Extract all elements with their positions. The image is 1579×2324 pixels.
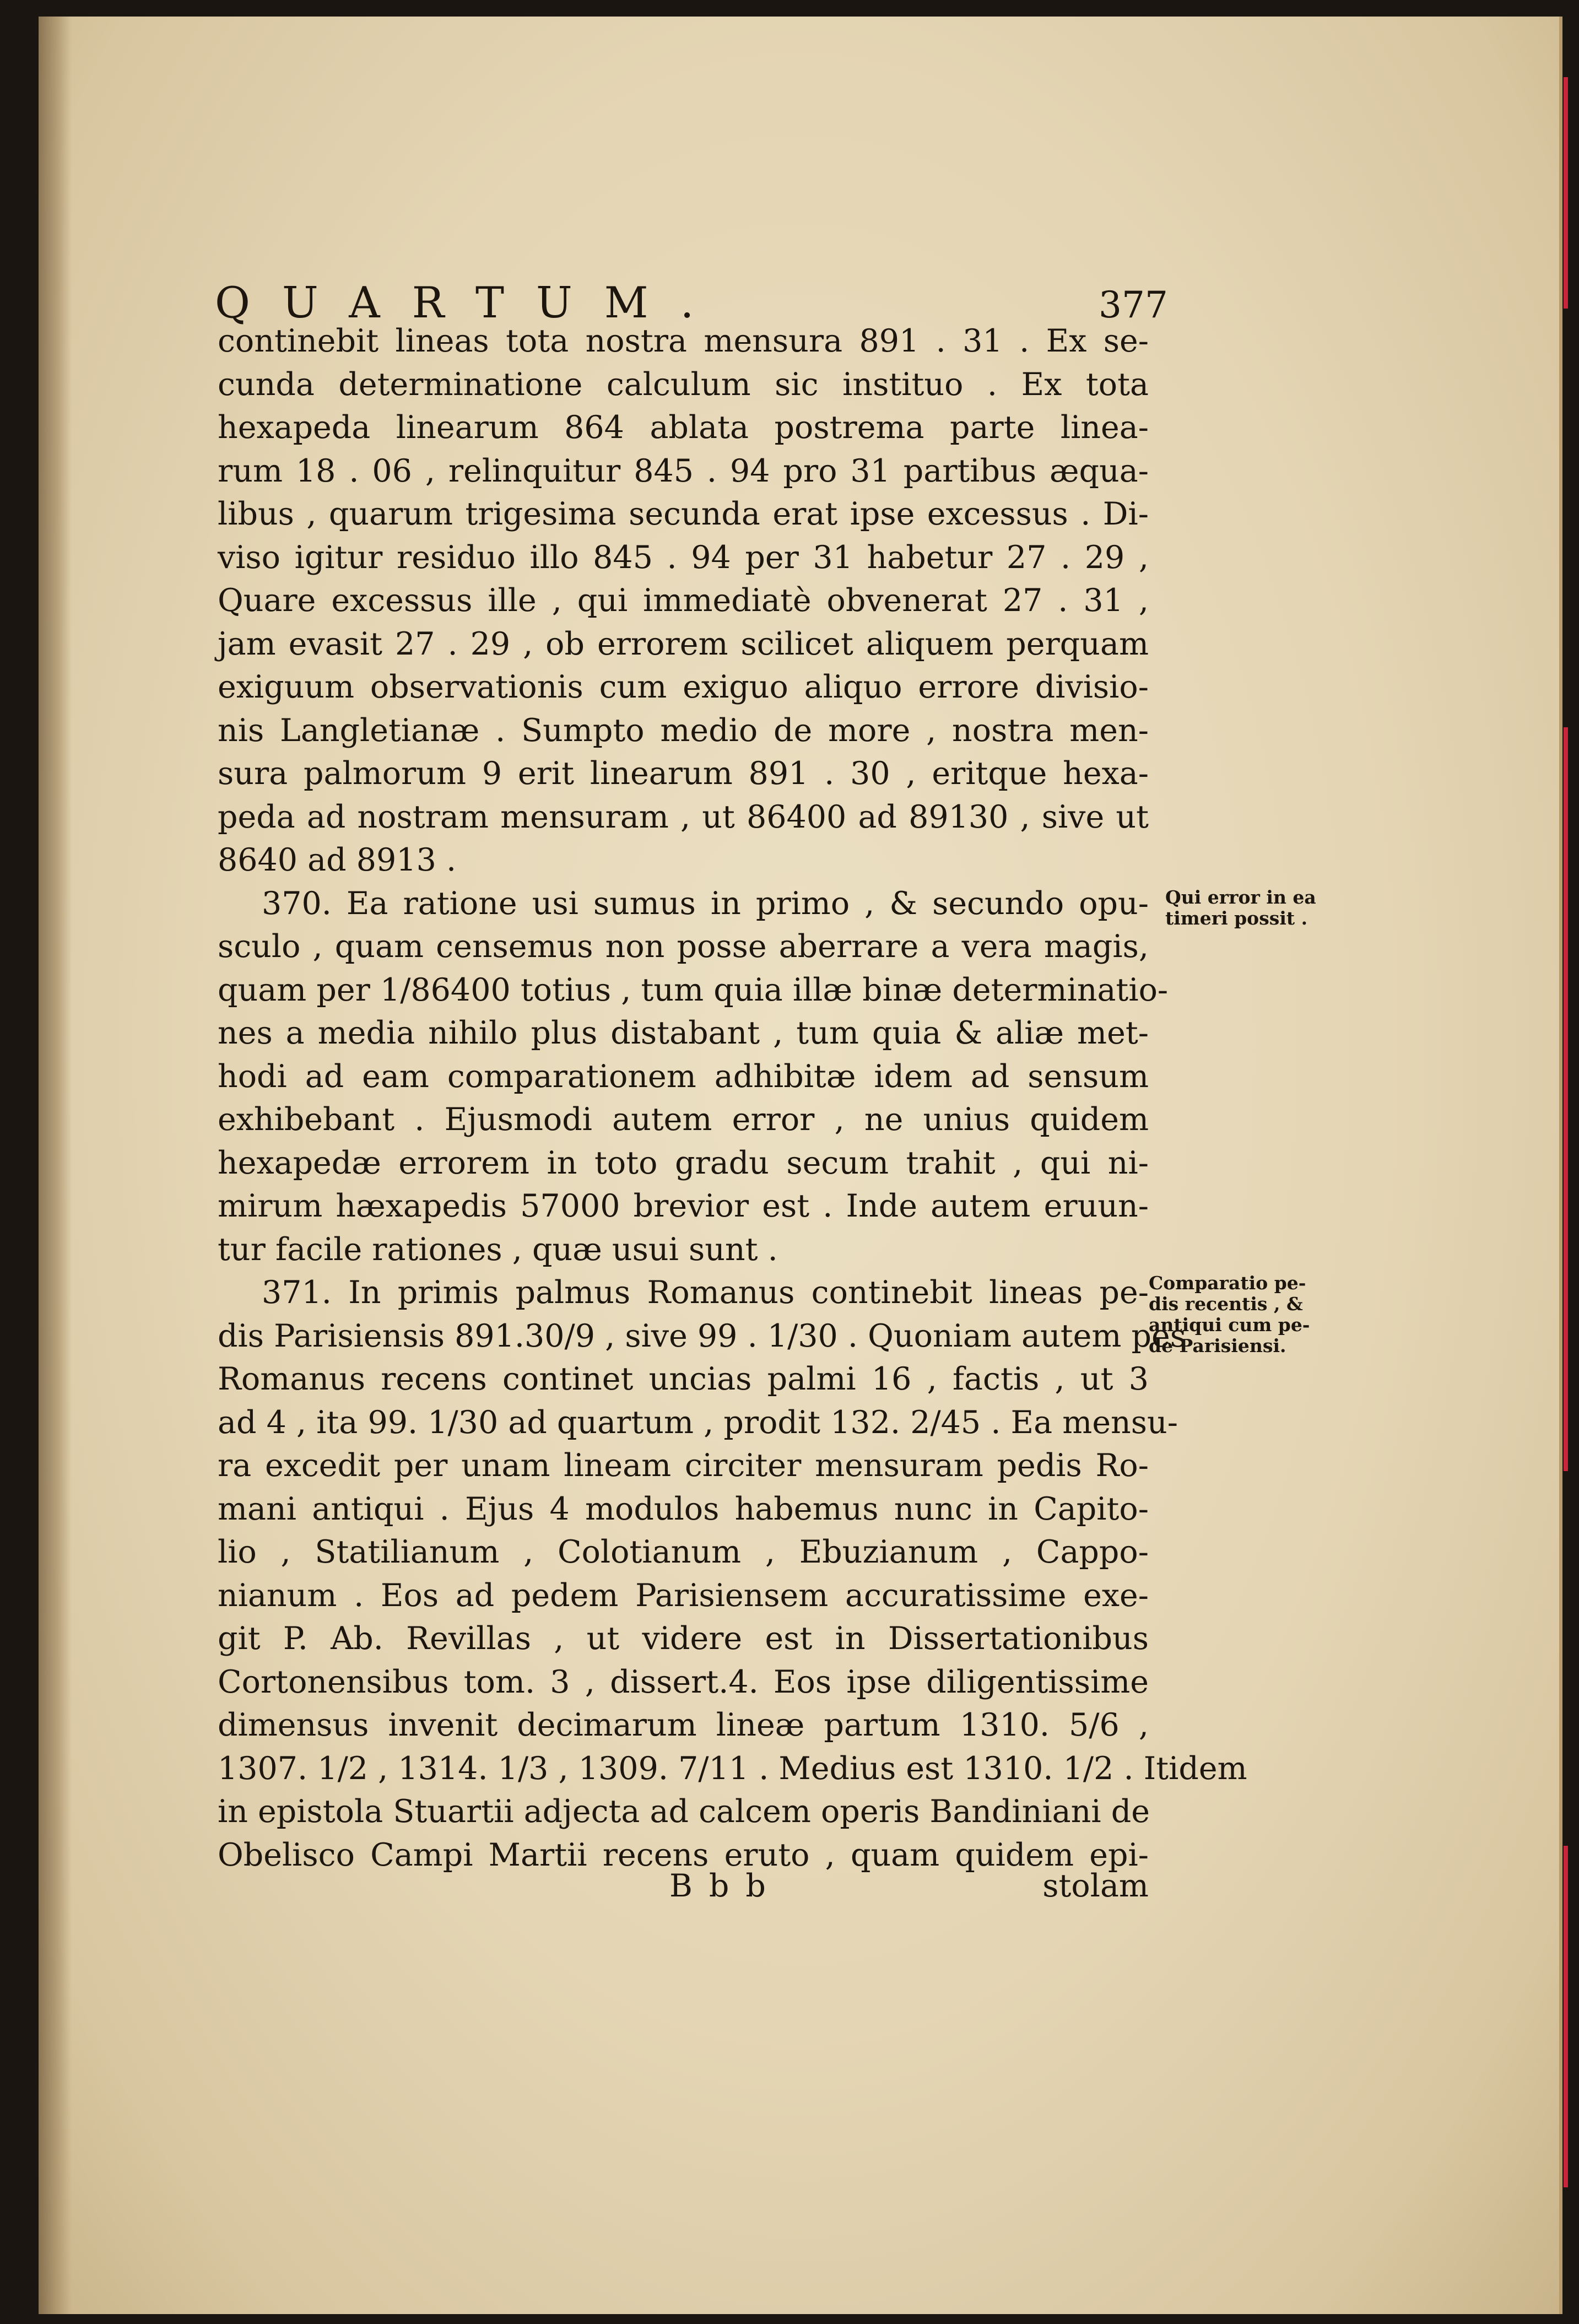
signature-mark: Bbb xyxy=(669,1868,782,1904)
text-line: dimensus invenit decimarum lineæ partum 1310. 5/6 , xyxy=(218,1707,1149,1743)
text-line: nis Langletianæ . Sumpto medio de more , nostra men- xyxy=(218,712,1149,749)
text-line: exiguum observationis cum exiguo aliquo errore divisio- xyxy=(218,669,1149,705)
text-line: hodi ad eam comparationem adhibitæ idem ad sensum xyxy=(218,1058,1149,1095)
margin-note-line: Qui error in ea xyxy=(1165,887,1316,908)
text-line: rum 18 . 06 , relinquitur 845 . 94 pro 31 partibus æqua- xyxy=(218,452,1149,489)
page-number: 377 xyxy=(1099,284,1168,326)
text-line: 1307. 1/2 , 1314. 1/3 , 1309. 7/11 . Medius est 1310. 1/2 . Itidem xyxy=(218,1750,1247,1787)
margin-note-line: Comparatio pe- xyxy=(1149,1272,1306,1294)
paragraph-371-start: 371. In primis palmus Romanus continebit lineas pe- xyxy=(262,1274,1149,1311)
text-line: Romanus recens continet uncias palmi 16 , factis , ut 3 xyxy=(218,1361,1149,1397)
text-line: Obelisco Campi Martii recens eruto , quam quidem epi- xyxy=(218,1836,1149,1873)
text-line: continebit lineas tota nostra mensura 891 . 31 . Ex se- xyxy=(218,323,1149,359)
text-line: viso igitur residuo illo 845 . 94 per 31 habetur 27 . 29 , xyxy=(218,539,1149,576)
text-line: lio , Statilianum , Colotianum , Ebuzianum , Cappo- xyxy=(218,1534,1149,1570)
margin-note-line: de Parisiensi. xyxy=(1149,1335,1286,1356)
margin-note-line: timeri possit . xyxy=(1165,907,1308,929)
text-line: sculo , quam censemus non posse aberrare a vera magis, xyxy=(218,928,1149,965)
text-line: Cortonensibus tom. 3 , dissert.4. Eos ipse diligentissime xyxy=(218,1663,1149,1700)
text-line: exhibebant . Ejusmodi autem error , ne unius quidem xyxy=(218,1101,1149,1138)
text-line: dis Parisiensis 891.30/9 , sive 99 . 1/30 . Quoniam autem pes xyxy=(218,1317,1186,1354)
margin-note-line: dis recentis , & xyxy=(1149,1293,1303,1315)
text-line: sura palmorum 9 erit linearum 891 . 30 , eritque hexa- xyxy=(218,755,1149,792)
margin-note-error xyxy=(1165,887,1316,929)
text-line: mani antiqui . Ejus 4 modulos habemus nunc in Capito- xyxy=(218,1490,1149,1527)
margin-note-comparison xyxy=(1149,1273,1310,1356)
text-line: mirum hæxapedis 57000 brevior est . Inde autem eruun- xyxy=(218,1188,1149,1224)
text-line: in epistola Stuartii adjecta ad calcem operis Bandiniani de xyxy=(218,1793,1150,1830)
text-line: ad 4 , ita 99. 1/30 ad quartum , prodit 132. 2/45 . Ea mensu- xyxy=(218,1404,1178,1441)
text-line: jam evasit 27 . 29 , ob errorem scilicet aliquem perquam xyxy=(218,625,1149,662)
text-line: 8640 ad 8913 . xyxy=(218,842,457,878)
paragraph-370-start: 370. Ea ratione usi sumus in primo , & secundo opu- xyxy=(262,885,1149,922)
red-page-edge-mark xyxy=(1564,727,1568,1471)
text-line: tur facile rationes , quæ usui sunt . xyxy=(218,1231,778,1268)
text-line: hexapeda linearum 864 ablata postrema parte linea- xyxy=(218,409,1149,446)
book-spine-shadow xyxy=(39,17,72,2314)
page-footer xyxy=(218,1868,1149,1912)
text-line: nes a media nihilo plus distabant , tum quia & aliæ met- xyxy=(218,1015,1149,1051)
red-page-edge-mark xyxy=(1564,1846,1568,2187)
text-line: ra excedit per unam lineam circiter mensuram pedis Ro- xyxy=(218,1447,1149,1484)
red-page-edge-mark xyxy=(1564,77,1568,309)
text-line: Quare excessus ille , qui immediatè obvenerat 27 . 31 , xyxy=(218,582,1149,619)
text-line: libus , quarum trigesima secunda erat ipse excessus . Di- xyxy=(218,496,1149,532)
catchword: stolam xyxy=(1042,1868,1149,1904)
margin-note-line: antiqui cum pe- xyxy=(1149,1314,1310,1336)
running-title: QUARTUM. xyxy=(215,278,726,328)
text-line: git P. Ab. Revillas , ut videre est in Dissertationibus xyxy=(218,1620,1149,1657)
text-line: nianum . Eos ad pedem Parisiensem accuratissime exe- xyxy=(218,1577,1149,1614)
text-line: peda ad nostram mensuram , ut 86400 ad 89130 , sive ut xyxy=(218,798,1149,835)
text-line: hexapedæ errorem in toto gradu secum trahit , qui ni- xyxy=(218,1144,1149,1181)
text-line: quam per 1/86400 totius , tum quia illæ binæ determinatio- xyxy=(218,971,1169,1008)
text-line: cunda determinatione calculum sic instituo . Ex tota xyxy=(218,366,1149,403)
